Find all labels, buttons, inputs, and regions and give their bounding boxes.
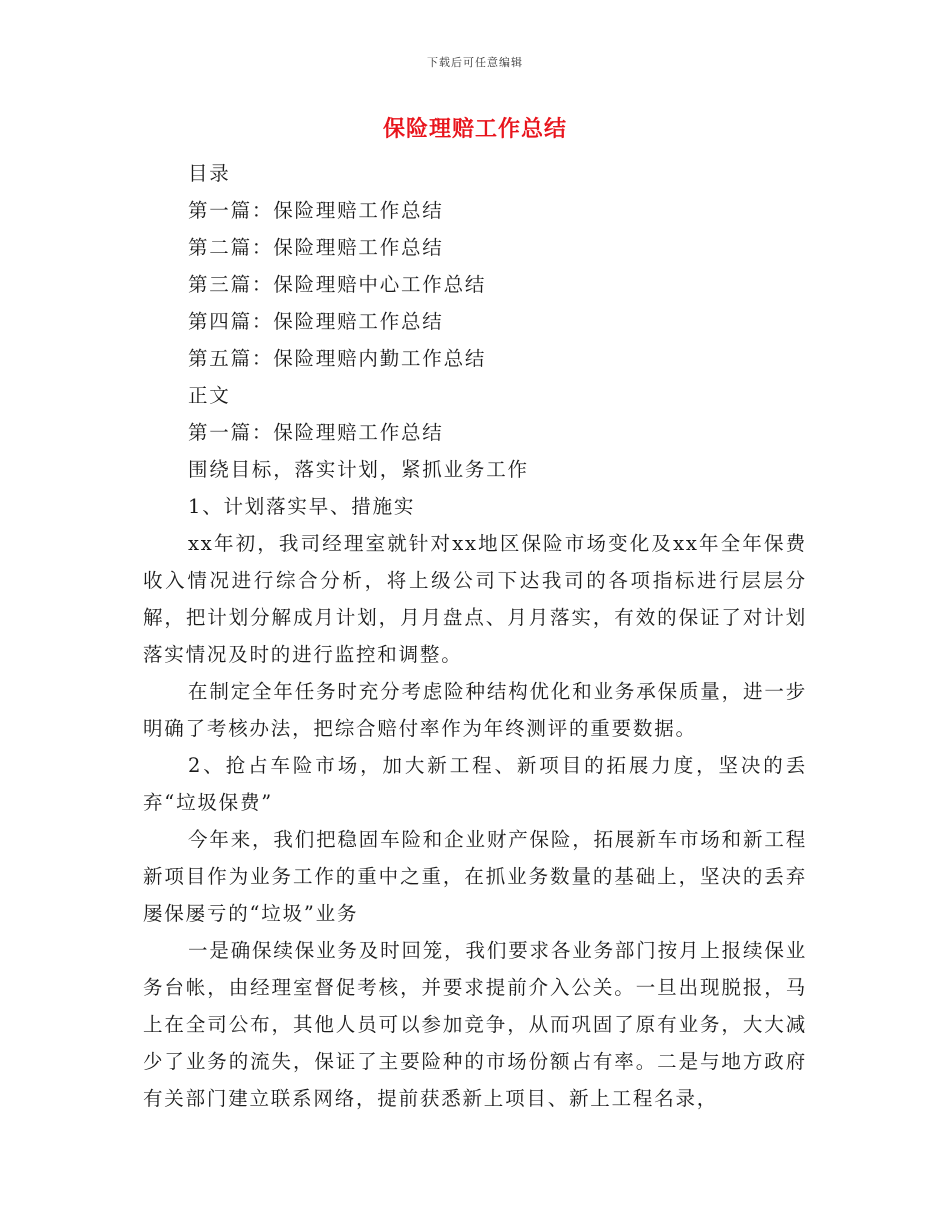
point-1-title: 1、计划落实早、措施实 (188, 495, 416, 518)
paragraph-4: 一是确保续保业务及时回笼，我们要求各业务部门按月上报续保业务台帐，由经理室督促考核，并要求提前介入公关。一旦出现脱报，马上在全司公布，其他人员可以参加竞争，从而巩固了原有业务，大大减少了业务的流失，保证了主要险种的市场份额占有率。二是与地方政府有关部门建立联系网络，提前获悉新上项目、新上工程名录， (143, 939, 807, 1110)
body-heading: 正文 (188, 384, 231, 407)
document-title: 保险理赔工作总结 (382, 117, 567, 142)
toc-item: 第一篇：保险理赔工作总结 (188, 199, 444, 222)
toc-item: 第五篇：保险理赔内勤工作总结 (188, 347, 487, 370)
section-title: 第一篇：保险理赔工作总结 (188, 421, 444, 444)
paragraph-2: 在制定全年任务时充分考虑险种结构优化和业务承保质量，进一步明确了考核办法，把综合赔付率作为年终测评的重要数据。 (143, 680, 807, 740)
section-subtitle: 围绕目标，落实计划，紧抓业务工作 (188, 458, 529, 481)
toc-item: 第三篇：保险理赔中心工作总结 (188, 273, 487, 296)
toc-item: 第四篇：保险理赔工作总结 (188, 310, 444, 333)
paragraph-3: 今年来，我们把稳固车险和企业财产保险，拓展新车市场和新工程新项目作为业务工作的重中之重，在抓业务数量的基础上，坚决的丢弃屡保屡亏的“垃圾”业务 (143, 828, 807, 925)
header-note: 下载后可任意编辑 (427, 56, 523, 69)
point-2-title: 2、抢占车险市场，加大新工程、新项目的拓展力度，坚决的丢弃“垃圾保费” (143, 754, 807, 814)
paragraph-1: xx年初，我司经理室就针对xx地区保险市场变化及xx年全年保费收入情况进行综合分析，将上级公司下达我司的各项指标进行层层分解，把计划分解成月计划，月月盘点、月月落实，有效的保证了对计划落实情况及时的进行监控和调整。 (143, 532, 807, 666)
toc-heading: 目录 (188, 162, 231, 185)
document-body (143, 155, 807, 1117)
toc-item: 第二篇：保险理赔工作总结 (188, 236, 444, 259)
